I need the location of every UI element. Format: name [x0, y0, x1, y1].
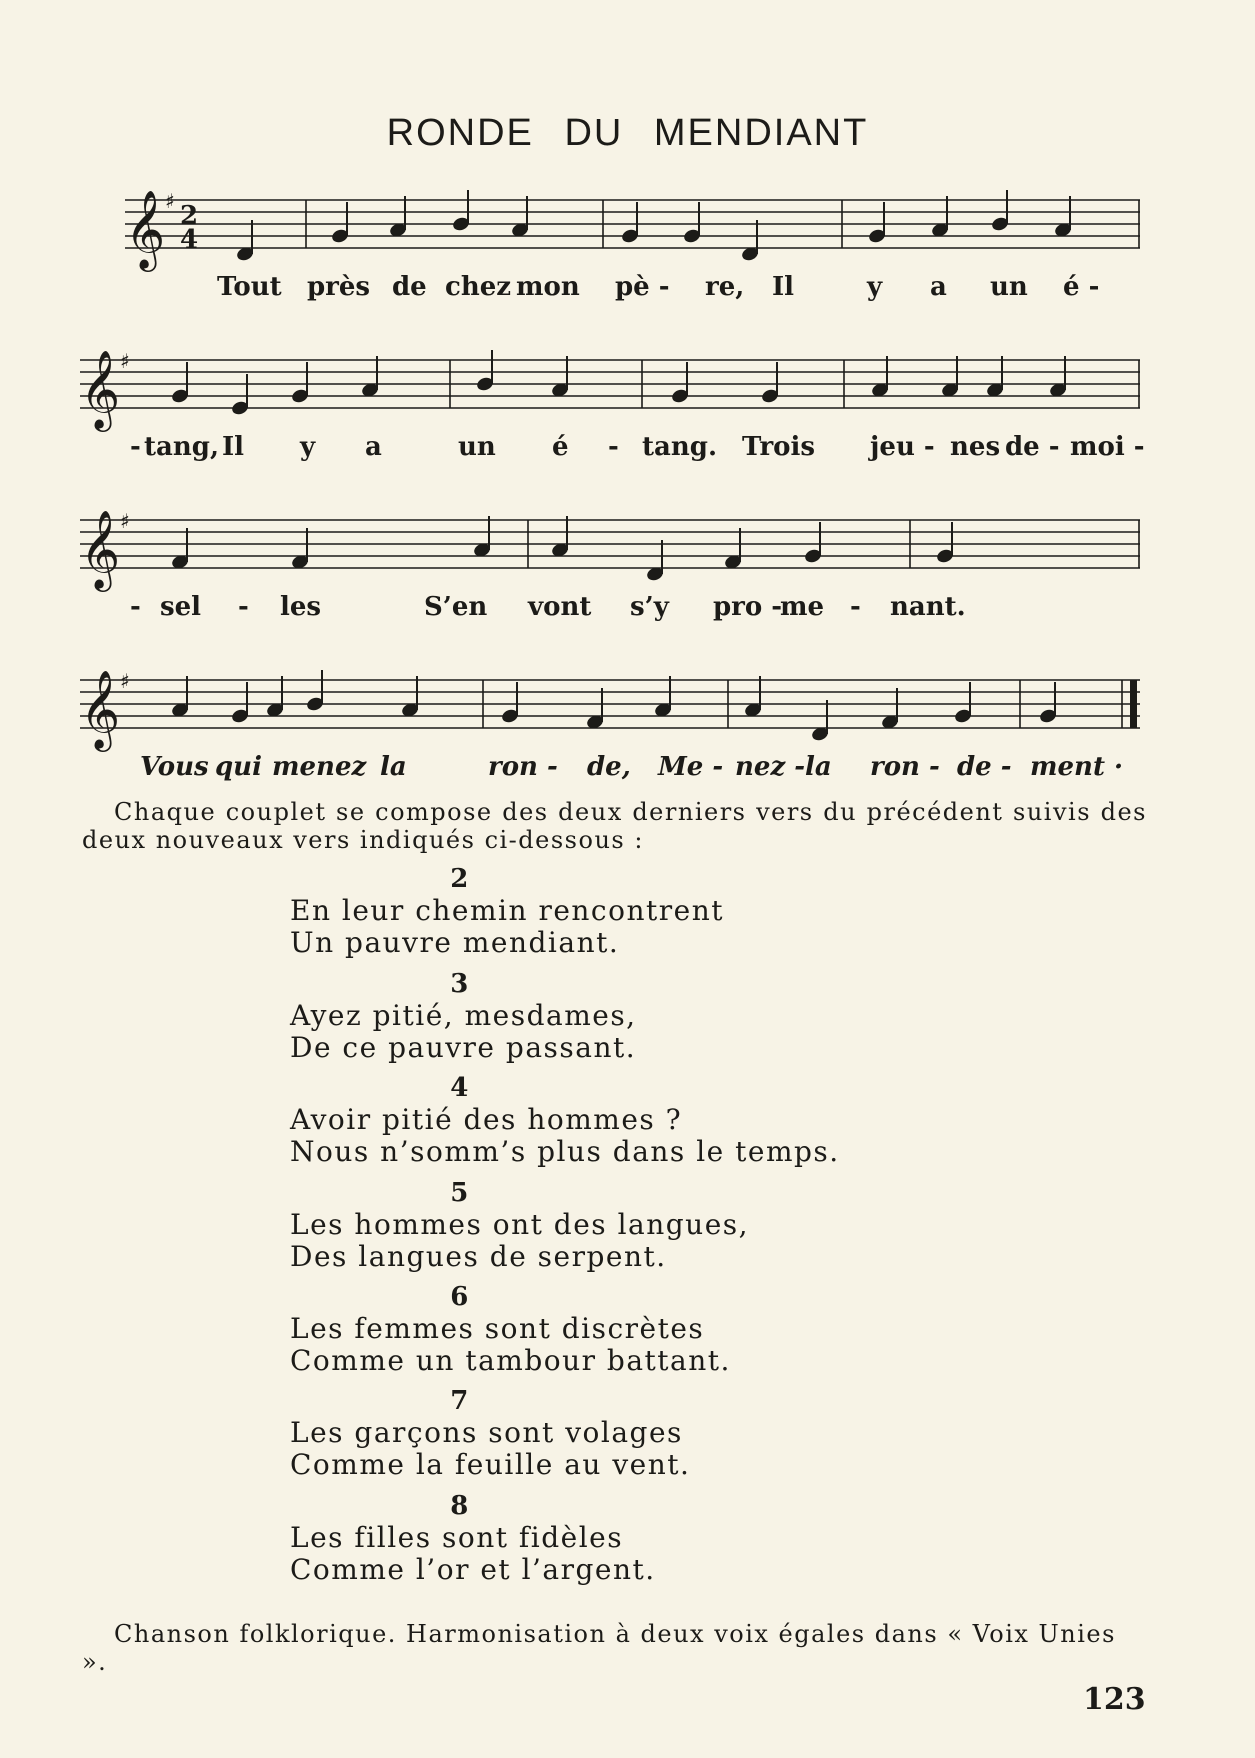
staff-4 — [80, 652, 1140, 752]
lyric-syllable: les — [280, 592, 322, 622]
lyric-syllable: Vous — [140, 752, 209, 782]
lyric-syllable: - — [850, 592, 861, 622]
key-sharp-icon: ♯ — [165, 189, 175, 213]
lyric-syllable: y — [867, 272, 883, 302]
verse-line: Comme la feuille au vent. — [290, 1448, 691, 1481]
lyric-syllable: qui — [215, 752, 262, 782]
lyric-syllable: un — [990, 272, 1028, 302]
lyric-syllable: tang. — [642, 432, 717, 462]
lyric-syllable: - — [130, 592, 141, 622]
lyric-syllable: nes — [950, 432, 1001, 462]
verse-number: 6 — [450, 1282, 470, 1312]
verse-number: 4 — [450, 1073, 470, 1103]
verse-line: De ce pauvre passant. — [290, 1031, 637, 1064]
verse-line: Un pauvre mendiant. — [290, 926, 620, 959]
music-system-3 — [80, 492, 1140, 632]
verse-number: 5 — [450, 1178, 470, 1208]
lyric-syllable: tang, — [144, 432, 219, 462]
lyric-syllable: un — [458, 432, 496, 462]
verse-line: Nous n’somm’s plus dans le temps. — [290, 1135, 840, 1168]
lyric-syllable: mon — [516, 272, 580, 302]
lyric-syllable: vont — [528, 592, 592, 622]
lyric-syllable: Me - — [658, 752, 724, 782]
verse-7 — [290, 1385, 1010, 1481]
lyric-syllable: Trois — [742, 432, 816, 462]
lyric-syllable: é - — [1063, 272, 1100, 302]
time-signature-top: 2 — [180, 201, 199, 231]
lyric-syllable: ron - — [870, 752, 940, 782]
verse-2 — [290, 863, 1010, 959]
lyric-syllable: chez — [445, 272, 512, 302]
lyric-syllable: - — [130, 432, 141, 462]
key-sharp-icon: ♯ — [120, 669, 130, 693]
verse-line: Avoir pitié des hommes ? — [290, 1103, 683, 1136]
verse-line: En leur chemin rencontrent — [290, 894, 724, 927]
lyric-syllable: nez - — [735, 752, 806, 782]
lyric-syllable: re, — [705, 272, 745, 302]
intro-paragraph — [82, 798, 1147, 854]
treble-clef-icon: 𝄞 — [80, 510, 121, 589]
verse-line: Ayez pitié, mesdames, — [290, 999, 637, 1032]
key-sharp-icon: ♯ — [120, 349, 130, 373]
lyric-syllable: pro - — [713, 592, 783, 622]
verse-line: Les garçons sont volages — [290, 1416, 683, 1449]
verse-6 — [290, 1281, 1010, 1377]
lyrics-line-1 — [80, 272, 1140, 312]
treble-clef-icon: 𝄞 — [80, 670, 121, 749]
lyric-syllable: a — [365, 432, 382, 462]
lyrics-line-2 — [80, 432, 1145, 472]
verse-number: 2 — [450, 864, 470, 894]
lyric-syllable: près — [307, 272, 371, 302]
verse-line: Les filles sont fidèles — [290, 1521, 624, 1554]
lyric-syllable: ment · — [1030, 752, 1124, 782]
verse-line: Des langues de serpent. — [290, 1240, 667, 1273]
lyric-syllable: Tout — [217, 272, 282, 302]
footer-note — [82, 1620, 1147, 1676]
lyric-syllable: de — [392, 272, 427, 302]
treble-clef-icon: 𝄞 — [125, 190, 166, 269]
lyric-syllable: me — [780, 592, 825, 622]
lyric-syllable: de, — [587, 752, 631, 782]
lyrics-line-4 — [80, 752, 1140, 792]
lyric-syllable: Il — [772, 272, 795, 302]
page-number: 123 — [1083, 1682, 1146, 1717]
lyric-syllable: S’en — [424, 592, 488, 622]
lyric-syllable: menez — [272, 752, 367, 782]
lyric-syllable: moi - — [1070, 432, 1145, 462]
verse-line: Comme un tambour battant. — [290, 1344, 731, 1377]
verse-number: 8 — [450, 1491, 470, 1521]
intro-text: Chaque couplet se compose des deux derniers vers du précédent suivis des deux nouveaux vers indiqués ci-dessous : — [82, 798, 1147, 854]
lyric-syllable: a — [930, 272, 947, 302]
lyric-syllable: de - — [957, 752, 1012, 782]
lyric-syllable: - — [608, 432, 619, 462]
staff-2 — [80, 332, 1140, 432]
music-system-2 — [80, 332, 1145, 472]
music-system-1 — [80, 172, 1140, 312]
verse-5 — [290, 1177, 1010, 1273]
lyric-syllable: é — [552, 432, 569, 462]
music-system-4 — [80, 652, 1140, 792]
verse-line: Les hommes ont des langues, — [290, 1208, 750, 1241]
verse-8 — [290, 1490, 1010, 1586]
lyric-syllable: jeu - — [870, 432, 935, 462]
lyric-syllable: s’y — [630, 592, 669, 622]
lyric-syllable: pè - — [615, 272, 670, 302]
verse-line: Comme l’or et l’argent. — [290, 1553, 656, 1586]
final-barline — [1130, 680, 1137, 728]
time-signature-bottom: 4 — [180, 225, 199, 255]
key-sharp-icon: ♯ — [120, 509, 130, 533]
verse-line: Les femmes sont discrètes — [290, 1312, 705, 1345]
lyrics-line-3 — [80, 592, 1140, 632]
verse-number: 3 — [450, 969, 470, 999]
treble-clef-icon: 𝄞 — [80, 350, 121, 429]
verse-4 — [290, 1072, 1010, 1168]
lyric-syllable: la — [380, 752, 407, 782]
lyric-syllable: la — [805, 752, 832, 782]
song-title: RONDE DU MENDIANT — [386, 112, 869, 154]
lyric-syllable: Il — [222, 432, 245, 462]
verse-number: 7 — [450, 1386, 470, 1416]
staff-1 — [80, 172, 1140, 272]
staff-3 — [80, 492, 1140, 592]
lyric-syllable: ron - — [488, 752, 558, 782]
lyric-syllable: de - — [1005, 432, 1060, 462]
footer-text: Chanson folklorique. Harmonisation à deux voix égales dans « Voix Unies ». — [82, 1620, 1116, 1676]
lyric-syllable: y — [300, 432, 316, 462]
verse-3 — [290, 968, 1010, 1064]
lyric-syllable: - — [238, 592, 249, 622]
lyric-syllable: sel — [160, 592, 202, 622]
lyric-syllable: nant. — [890, 592, 966, 622]
